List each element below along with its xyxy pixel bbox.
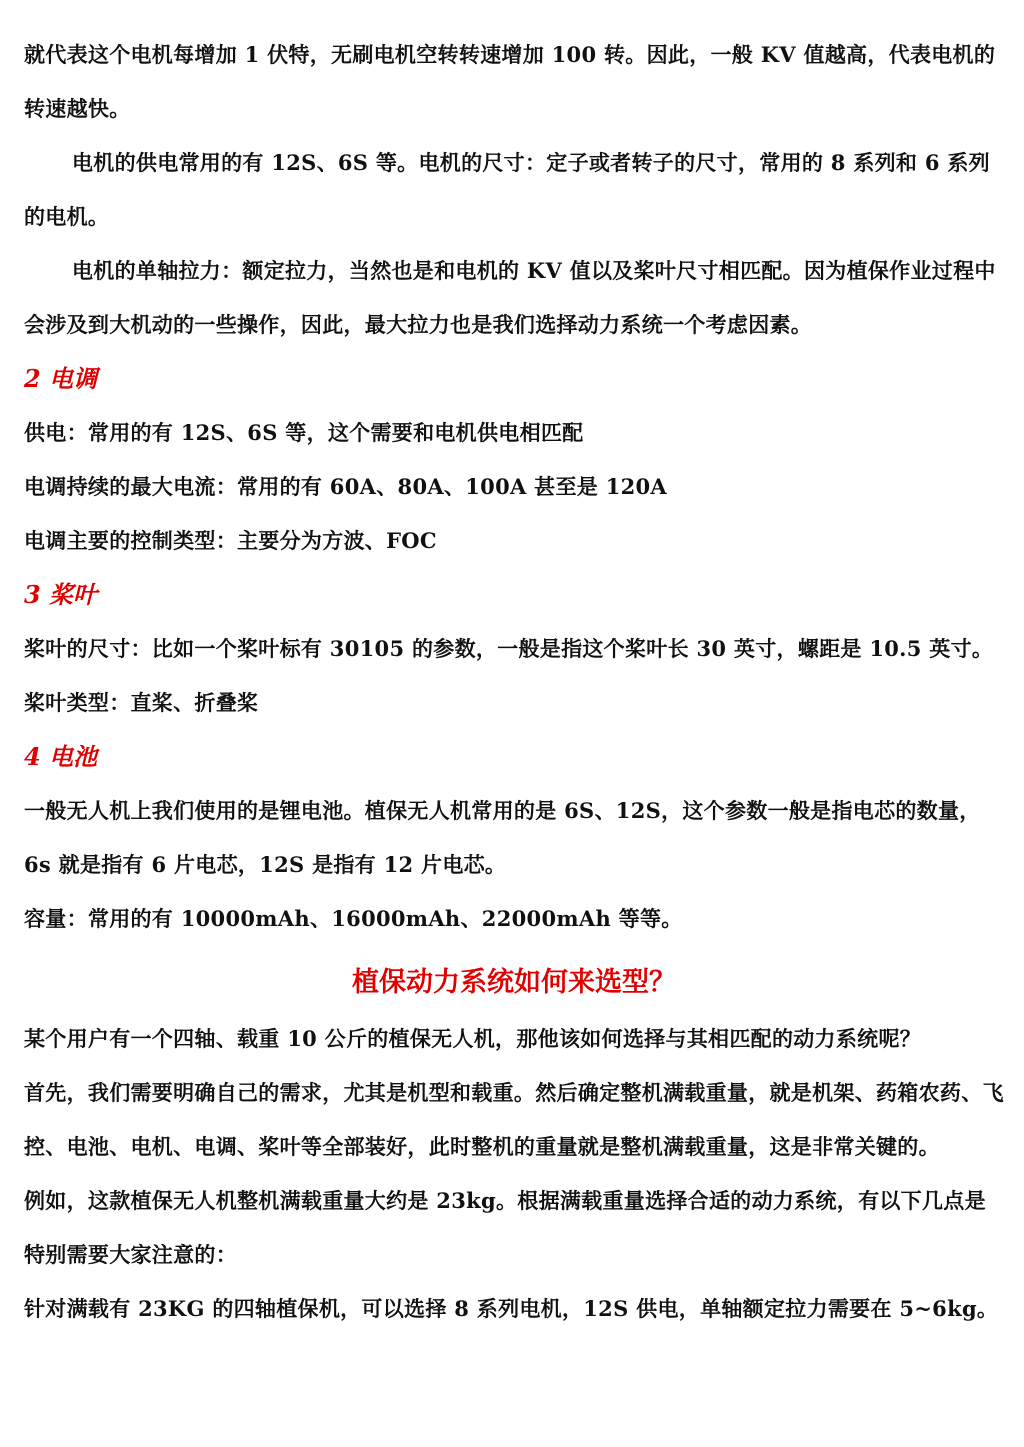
paragraph-user-case: 某个用户有一个四轴、载重 10 公斤的植保无人机，那他该如何选择与其相匹配的动力系统呢？ <box>24 1026 922 1051</box>
paragraph-kv-meaning: 就代表这个电机每增加 1 伏特，无刷电机空转转速增加 100 转。因此，一般 KV 值越高，代表电机的转速越快。 <box>24 42 996 121</box>
paragraph-example: 例如，这款植保无人机整机满载重量大约是 23kg。根据满载重量选择合适的动力系统，有以下几点是特别需要大家注意的： <box>24 1188 986 1267</box>
heading-battery: 4 电池 <box>24 742 98 771</box>
paragraph-esc-current: 电调持续的最大电流：常用的有 60A、80A、100A 甚至是 120A <box>24 474 668 499</box>
paragraph-motor-supply: 电机的供电常用的有 12S、6S 等。电机的尺寸：定子或者转子的尺寸，常用的 8 系列和 6 系列的电机。 <box>24 150 990 229</box>
paragraph-motor-thrust: 电机的单轴拉力：额定拉力，当然也是和电机的 KV 值以及桨叶尺寸相匹配。因为植保作业过程中会涉及到大机动的一些操作，因此，最大拉力也是我们选择动力系统一个考虑因素。 <box>24 258 996 337</box>
document-page <box>24 28 1004 1336</box>
paragraph-propeller-type: 桨叶类型：直桨、折叠桨 <box>24 690 259 715</box>
paragraph-esc-supply: 供电：常用的有 12S、6S 等，这个需要和电机供电相匹配 <box>24 420 584 445</box>
paragraph-battery-capacity: 容量：常用的有 10000mAh、16000mAh、22000mAh 等等。 <box>24 906 683 931</box>
paragraph-propeller-size: 桨叶的尺寸：比如一个桨叶标有 30105 的参数，一般是指这个桨叶长 30 英寸，螺距是 10.5 英寸。 <box>24 636 994 661</box>
heading-propeller: 3 桨叶 <box>24 580 98 609</box>
paragraph-recommendation: 针对满载有 23KG 的四轴植保机，可以选择 8 系列电机，12S 供电，单轴额定拉力需要在 5~6kg。 <box>24 1296 999 1321</box>
section-title: 植保动力系统如何来选型？ <box>352 967 676 998</box>
paragraph-first-step: 首先，我们需要明确自己的需求，尤其是机型和载重。然后确定整机满载重量，就是机架、药箱农药、飞控、电池、电机、电调、桨叶等全部装好，此时整机的重量就是整机满载重量，这是非常关键的。 <box>24 1080 1004 1159</box>
paragraph-esc-control: 电调主要的控制类型：主要分为方波、FOC <box>24 528 437 553</box>
heading-esc: 2 电调 <box>24 364 98 393</box>
paragraph-battery-type: 一般无人机上我们使用的是锂电池。植保无人机常用的是 6S、12S，这个参数一般是指电芯的数量，6s 就是指有 6 片电芯，12S 是指有 12 片电芯。 <box>24 798 981 877</box>
